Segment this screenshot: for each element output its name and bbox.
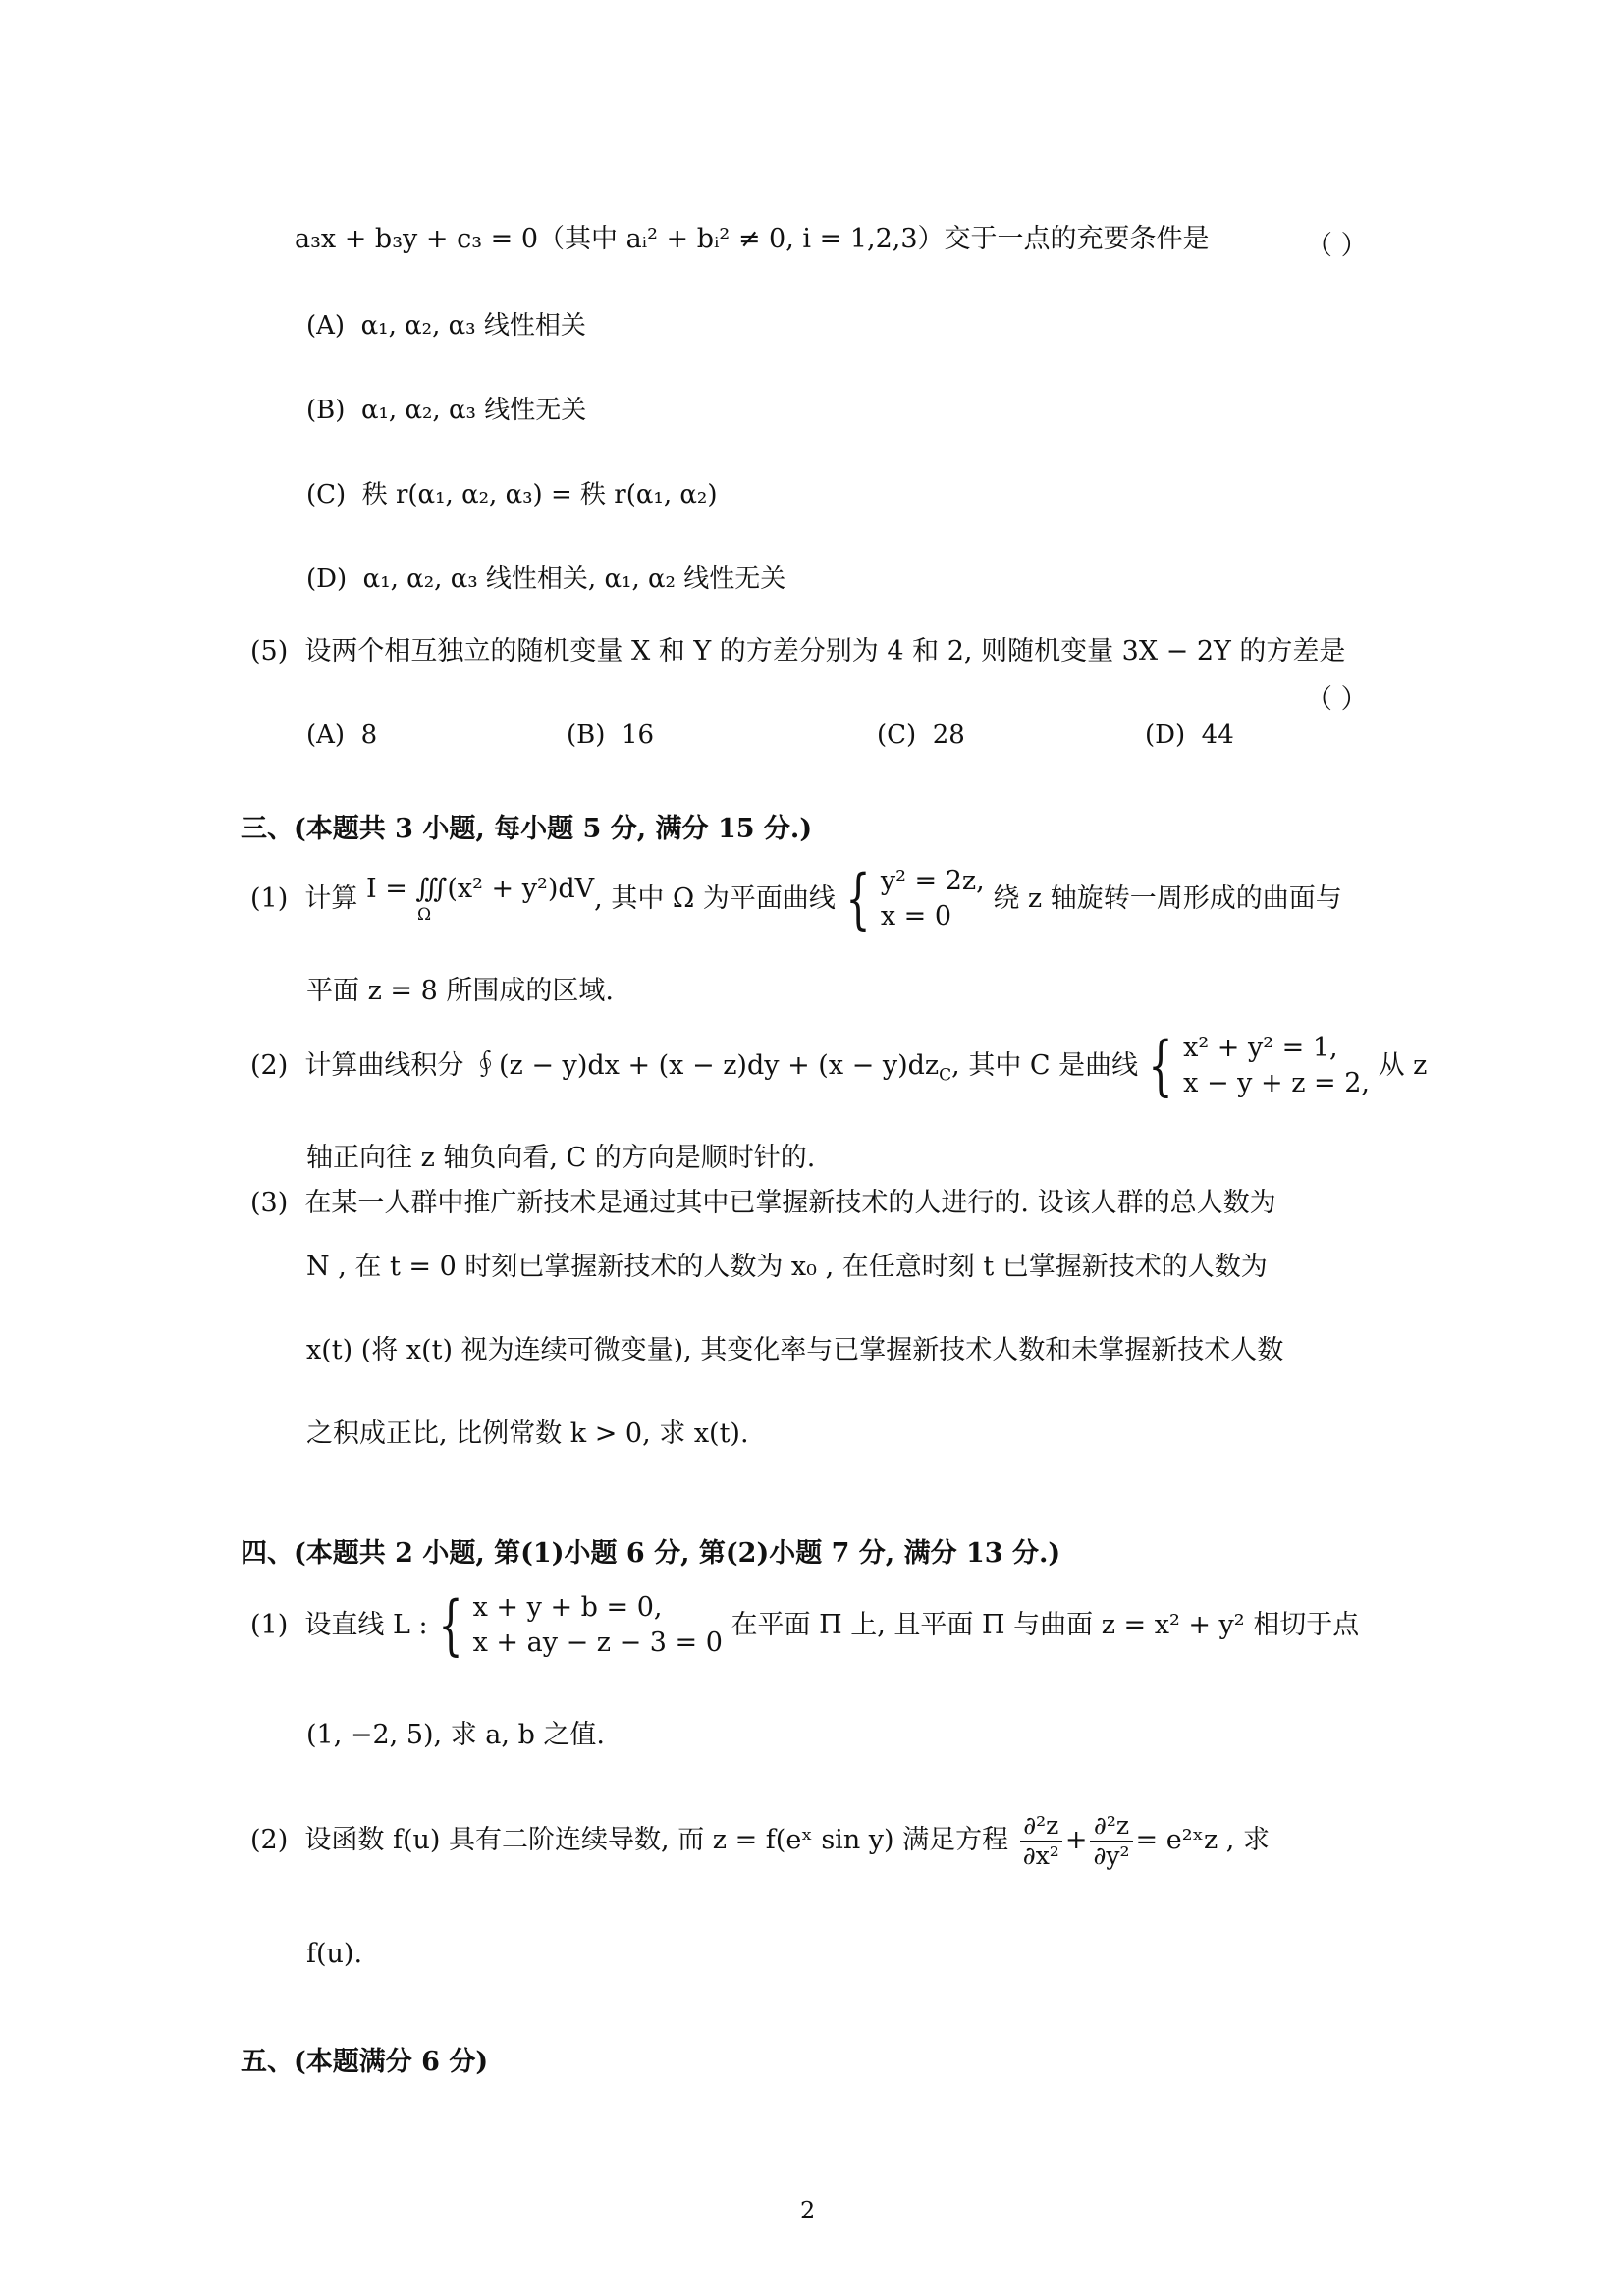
q5-option-c: (C) 28 — [877, 721, 965, 750]
fraction-d2z-dy2: $\frac{\text{∂²z}}{\text{∂y²}}$ — [1090, 1811, 1132, 1871]
s4-problem-2: (2) 设函数 f(u) 具有二阶连续导数, 而 z = f(eˣ sin y) 满足方程 $\frac{\text{∂²z}}{\text{∂x²}}$ + $\frac{\text{∂²z}}{\text{∂y²}}$ = e²ˣz , 求 — [250, 1811, 1270, 1870]
s3-problem-1: (1) 计算 I = ∭(x² + y²)dV Ω , 其中 Ω 为平面曲线 { y² = 2z, x = 0 绕 z 轴旋转一周形成的曲面与 — [250, 861, 1342, 937]
s4-problem-1-line2: (1, −2, 5), 求 a, b 之值. — [306, 1720, 606, 1750]
s3-problem-2: (2) 计算曲线积分 ∮(z − $y)dx + (x - z)dy + (x - y)dz_C$, 其中 C 是曲线 { x² + y² = 1, x − y + z = 2, 从 z — [250, 1028, 1428, 1104]
section-3-heading: 三、(本题共 3 小题, 每小题 5 分, 满分 15 分.) — [241, 814, 813, 844]
q5-option-b: (B) 16 — [567, 721, 655, 750]
s3-problem-1-line2: 平面 z = 8 所围成的区域. — [306, 976, 614, 1006]
page-number: 2 — [800, 2197, 816, 2224]
q4-option-a: (A) α₁, α₂, α₃ 线性相关 — [306, 311, 586, 341]
q5-option-d: (D) 44 — [1145, 721, 1234, 750]
q5-option-a: (A) 8 — [306, 721, 378, 750]
q4-option-c: (C) 秩 r(α₁, α₂, α₃) = 秩 r(α₁, α₂) — [306, 480, 718, 509]
section-5-heading: 五、(本题满分 6 分) — [241, 2047, 489, 2077]
s3-problem-2-line2: 轴正向往 z 轴负向看, C 的方向是顺时针的. — [306, 1143, 816, 1173]
q4-option-b: (B) α₁, α₂, α₃ 线性无关 — [306, 396, 587, 425]
s3-problem-3-line4: 之积成正比, 比例常数 k > 0, 求 x(t). — [306, 1418, 749, 1449]
s3-problem-3-line3: x(t) (将 x(t) 视为连续可微变量), 其变化率与已掌握新技术人数和未掌握新技术人数 — [306, 1335, 1284, 1365]
q5-stem: (5) 设两个相互独立的随机变量 X 和 Y 的方差分别为 4 和 2, 则随机变量 3X − 2Y 的方差是 — [250, 636, 1346, 667]
fraction-d2z-dx2: $\frac{\text{∂²z}}{\text{∂x²}}$ — [1020, 1811, 1062, 1871]
q5-answer-paren: （ ） — [1306, 684, 1368, 715]
s3-problem-3-line1: (3) 在某一人群中推广新技术是通过其中已掌握新技术的人进行的. 设该人群的总人数为 — [250, 1188, 1276, 1218]
s4-problem-2-line2: f(u). — [306, 1939, 363, 1969]
q4-stem: a₃x + b₃y + c₃ = 0（其中 aᵢ² + bᵢ² ≠ 0, i = 1,2,3）交于一点的充要条件是 — [295, 224, 1210, 254]
q4-answer-paren: （ ） — [1306, 231, 1368, 261]
s3-problem-3-line2: N , 在 t = 0 时刻已掌握新技术的人数为 x₀ , 在任意时刻 t 已掌握新技术的人数为 — [306, 1252, 1268, 1282]
s4-problem-1: (1) 设直线 L : { x + y + b = 0, x + ay − z − 3 = 0 在平面 Π 上, 且平面 Π 与曲面 z = x² + y² 相切于点 — [250, 1587, 1360, 1664]
q4-option-d: (D) α₁, α₂, α₃ 线性相关, α₁, α₂ 线性无关 — [306, 564, 786, 594]
section-4-heading: 四、(本题共 2 小题, 第(1)小题 6 分, 第(2)小题 7 分, 满分 13 分.) — [241, 1538, 1061, 1569]
